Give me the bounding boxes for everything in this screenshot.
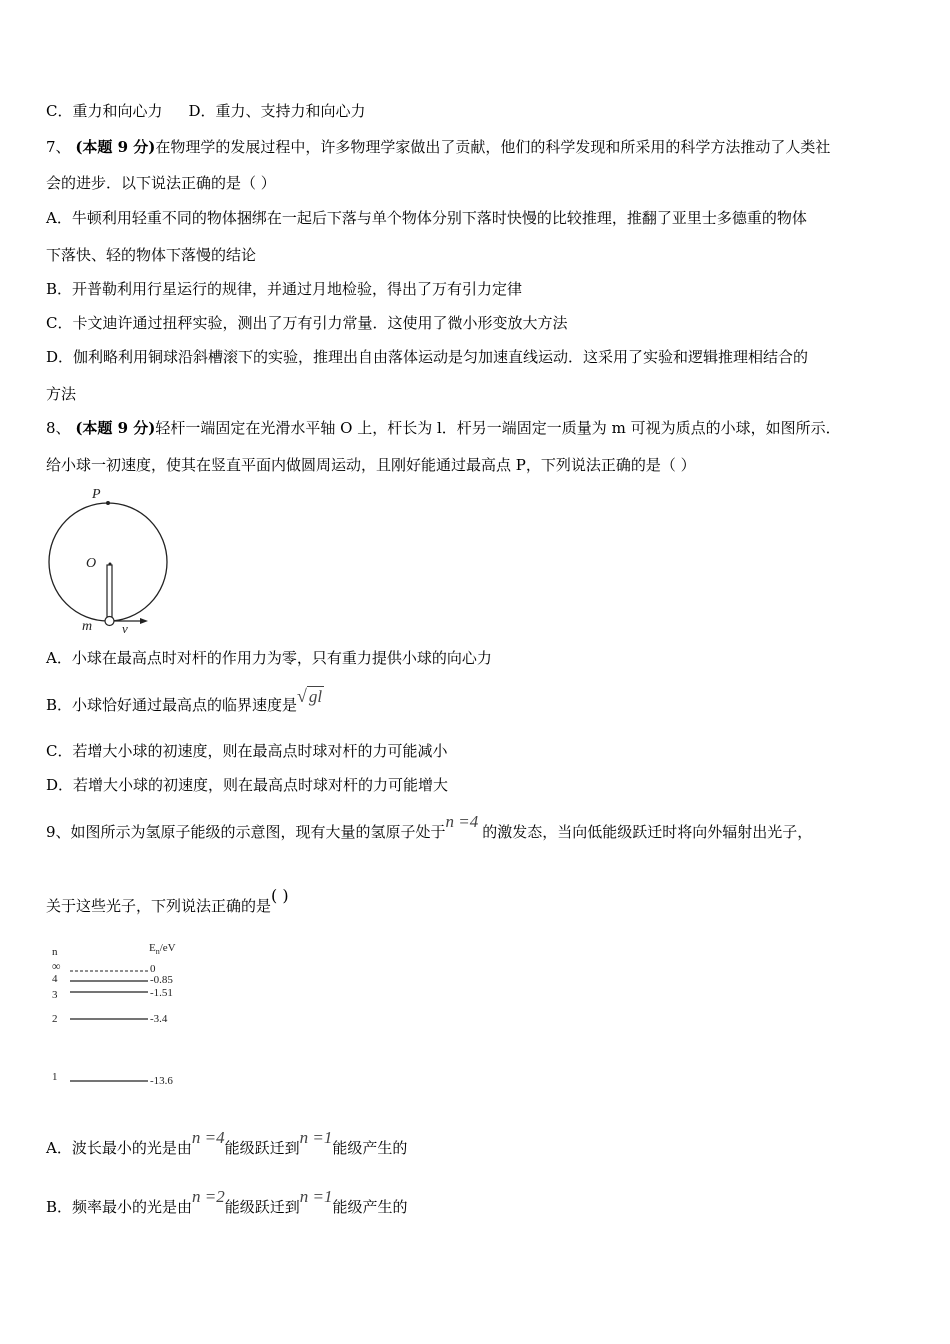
sqrt-gl: √ gl xyxy=(297,686,323,706)
q7-option-a-line1: A．牛顿利用轻重不同的物体捆绑在一起后下落与单个物体分别下落时快慢的比较推理，推翻了亚里士多德重的物体 xyxy=(46,209,807,227)
q7-option-a-line2: 下落快、轻的物体下落慢的结论 xyxy=(46,246,257,264)
energy-header: $E_n/eV$ xyxy=(149,942,176,956)
q9-stem-line2 xyxy=(46,886,289,916)
label-p: P xyxy=(92,487,101,502)
q7-option-b: B．开普勒利用行星运行的规律，并通过月地检验，得出了万有引力定律 xyxy=(46,280,523,298)
q8-option-c: C．若增大小球的初速度，则在最高点时球对杆的力可能减小 xyxy=(46,742,448,760)
q8-option-d: D．若增大小球的初速度，则在最高点时球对杆的力可能增大 xyxy=(46,776,449,794)
q7-option-c: C．卡文迪许通过扭秤实验，测出了万有引力常量．这使用了微小形变放大方法 xyxy=(46,314,568,332)
q8-stem-text: 轻杆一端固定在光滑水平轴 O 上，杆长为 l．杆另一端固定一质量为 m 可视为质点的小球，如图所示． xyxy=(155,419,841,437)
level-1-e: -13.6 xyxy=(150,1075,173,1087)
q9-option-b: B．频率最小的光是由n =2能级跃迁到n =1能级产生的 xyxy=(46,1187,408,1216)
level-3-e: -1.51 xyxy=(150,987,173,999)
level-inf-n: ∞ xyxy=(52,959,61,973)
level-2-e: -3.4 xyxy=(150,1013,168,1025)
q6-option-c: C．重力和向心力 xyxy=(46,102,163,120)
energy-level-diagram xyxy=(46,938,206,1090)
q7-option-d-line1: D．伽利略利用铜球沿斜槽滚下的实验，推理出自由落体运动是匀加速直线运动．这采用了实验和逻辑推理相结合的 xyxy=(46,348,809,366)
math-n1: n =1 xyxy=(299,1128,333,1147)
q9-math-n4: n =4 xyxy=(445,812,479,831)
q9-option-a: A．波长最小的光是由n =4能级跃迁到n =1能级产生的 xyxy=(46,1128,408,1157)
level-2-n: 2 xyxy=(52,1013,58,1025)
rod xyxy=(107,565,112,618)
ball-m xyxy=(105,617,114,626)
q8-option-a: A．小球在最高点时对杆的作用力为零，只有重力提供小球的向心力 xyxy=(46,649,492,667)
q7-number: 7、 xyxy=(46,138,71,156)
label-o: O xyxy=(86,556,97,571)
q7-stem-line1 xyxy=(46,137,830,157)
q9-stem-text-b: 的激发态，当向低能级跃迁时将向外辐射出光子， xyxy=(482,823,813,841)
q7-option-d-line2: 方法 xyxy=(46,385,77,403)
q7-stem-text: 在物理学的发展过程中，许多物理学家做出了贡献，他们的科学发现和所采用的科学方法推动了人类社 xyxy=(155,138,831,156)
q6-options-cd xyxy=(46,101,366,121)
q9-stem-text-a: 9、如图所示为氢原子能级的示意图，现有大量的氢原子处于 xyxy=(46,823,446,841)
q7-score: (本题 9 分) xyxy=(75,138,156,156)
velocity-arrowhead xyxy=(140,618,148,624)
q8-option-b-text: B．小球恰好通过最高点的临界速度是 xyxy=(46,696,298,714)
top-point-p xyxy=(106,501,110,505)
level-4-e: -0.85 xyxy=(150,974,173,986)
answer-parentheses: ( ) xyxy=(271,886,289,905)
label-m: m xyxy=(82,619,93,634)
q8-stem-line2: 给小球一初速度，使其在竖直平面内做圆周运动，且刚好能通过最高点 P，下列说法正确的是（ ） xyxy=(46,456,696,474)
level-1-n: 1 xyxy=(52,1071,58,1083)
level-3-n: 3 xyxy=(52,989,58,1001)
n-header: n xyxy=(52,946,58,958)
q6-option-d: D．重力、支持力和向心力 xyxy=(188,102,366,120)
q8-option-b xyxy=(46,686,324,715)
math-n2: n =2 xyxy=(192,1187,225,1206)
q9-stem2-text: 关于这些光子，下列说法正确的是 xyxy=(46,897,272,915)
level-inf-e: 0 xyxy=(150,963,156,975)
circular-path xyxy=(49,503,167,621)
math-n4: n =4 xyxy=(191,1128,225,1147)
q8-number: 8、 xyxy=(46,419,71,437)
level-4-n: 4 xyxy=(52,973,58,985)
math-n1: n =1 xyxy=(299,1187,333,1206)
label-v: v xyxy=(122,621,128,636)
q8-circle-figure xyxy=(40,483,180,638)
q8-stem-line1 xyxy=(46,418,841,438)
q9-stem-line1 xyxy=(46,812,813,842)
q8-score: (本题 9 分) xyxy=(75,419,156,437)
q7-stem-line2: 会的进步．以下说法正确的是（ ） xyxy=(46,174,276,192)
